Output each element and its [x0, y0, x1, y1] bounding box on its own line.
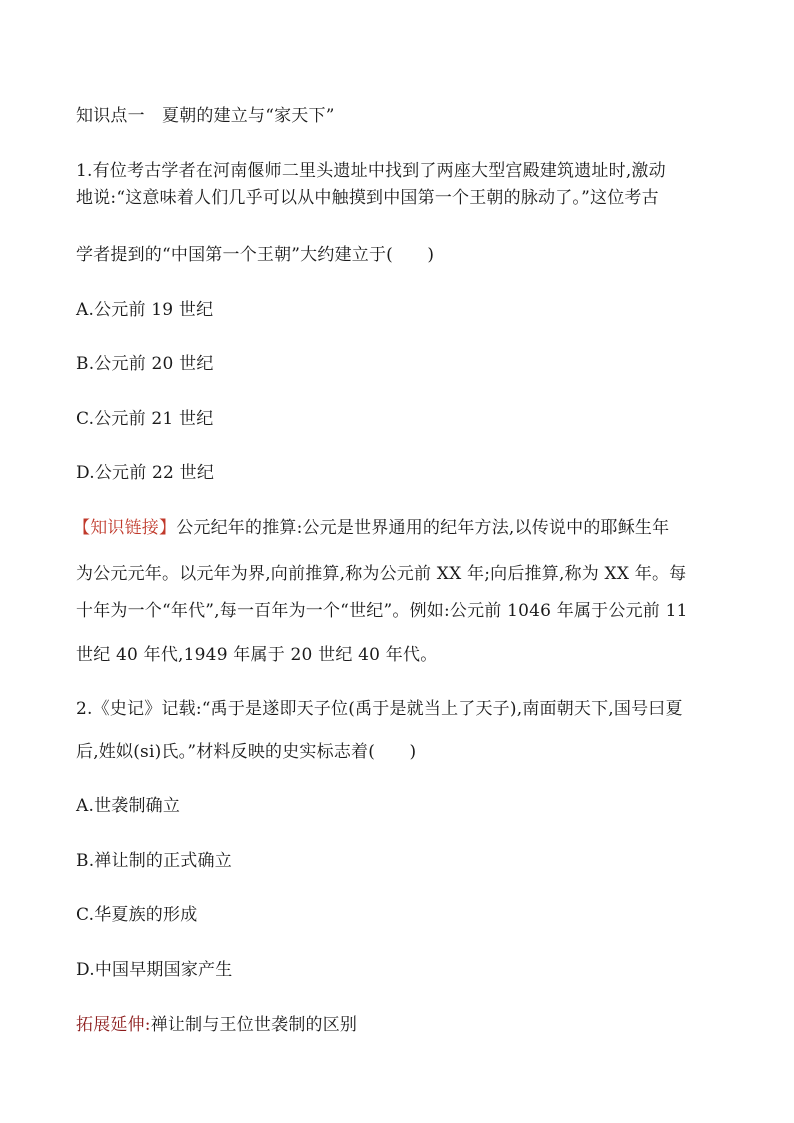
q1-option-d: D.公元前 22 世纪 [76, 463, 215, 483]
extension-line [76, 1013, 357, 1037]
q2-option-d: D.中国早期国家产生 [76, 960, 233, 980]
q2-option-b: B.禅让制的正式确立 [76, 851, 232, 871]
q2-option-c: C.华夏族的形成 [76, 905, 198, 925]
q1-stem-line-3: 学者提到的“中国第一个王朝”大约建立于( ) [76, 245, 435, 265]
knowledge-link-text-1: 公元纪年的推算:公元是世界通用的纪年方法,以传说中的耶稣生年 [176, 518, 670, 538]
knowledge-link-line-1 [73, 516, 669, 540]
q2-stem-line-2: 后,姓姒(si)氏。”材料反映的史实标志着( ) [76, 742, 417, 762]
q1-option-c: C.公元前 21 世纪 [76, 409, 214, 429]
knowledge-link-label: 【知识链接】 [73, 518, 177, 538]
q1-stem-line-2: 地说:“这意味着人们几乎可以从中触摸到中国第一个王朝的脉动了。”这位考古 [76, 188, 659, 208]
knowledge-link-line-3: 十年为一个“年代”,每一百年为一个“世纪”。例如:公元前 1046 年属于公元前 11 [76, 601, 688, 621]
q2-option-a: A.世袭制确立 [76, 796, 181, 816]
q1-stem-line-1: 1.有位考古学者在河南偃师二里头遗址中找到了两座大型宫殿建筑遗址时,激动 [76, 161, 666, 181]
extension-text: 禅让制与王位世袭制的区别 [150, 1015, 358, 1035]
knowledge-link-line-2: 为公元元年。以元年为界,向前推算,称为公元前 XX 年;向后推算,称为 XX 年。每 [76, 564, 687, 584]
q1-option-b: B.公元前 20 世纪 [76, 354, 214, 374]
q2-stem-line-1: 2.《史记》记载:“禹于是遂即天子位(禹于是就当上了天子),南面朝天下,国号曰夏 [76, 699, 683, 719]
section-heading: 知识点一 夏朝的建立与“家天下” [76, 106, 335, 126]
q1-option-a: A.公元前 19 世纪 [76, 300, 214, 320]
extension-label: 拓展延伸: [76, 1015, 151, 1035]
knowledge-link-line-4: 世纪 40 年代,1949 年属于 20 世纪 40 年代。 [76, 645, 438, 665]
